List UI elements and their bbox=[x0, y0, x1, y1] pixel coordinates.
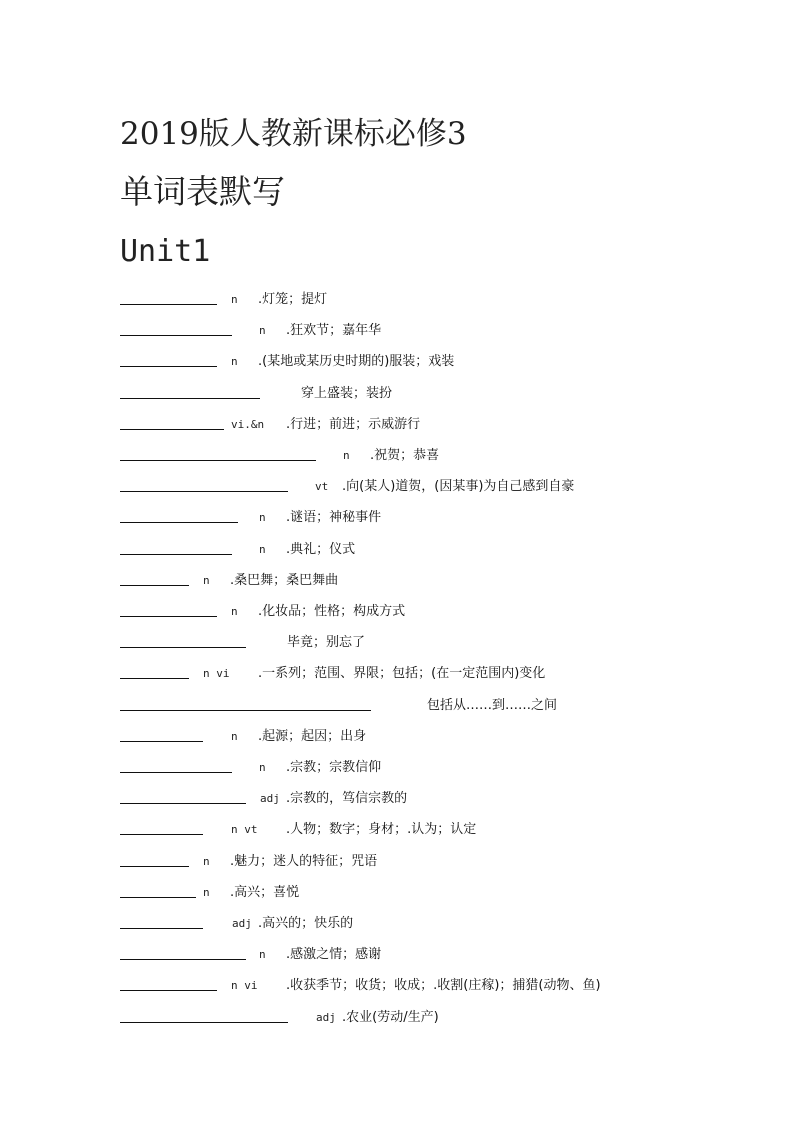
part-of-speech: vt bbox=[315, 480, 329, 493]
part-of-speech: n vi bbox=[203, 667, 230, 680]
document-title: 2019版人教新课标必修3 bbox=[120, 116, 467, 152]
word-meaning: .人物；数字；身材；.认为；认定 bbox=[286, 822, 477, 837]
word-meaning: .一系列；范围、界限；包括；(在一定范围内)变化 bbox=[258, 666, 546, 681]
part-of-speech: n bbox=[259, 543, 266, 556]
word-meaning: .典礼；仪式 bbox=[286, 542, 356, 557]
part-of-speech: n bbox=[259, 511, 266, 524]
word-meaning: .农业(劳动/生产) bbox=[342, 1010, 439, 1025]
part-of-speech: adj bbox=[260, 792, 280, 805]
answer-blank[interactable] bbox=[120, 429, 224, 430]
answer-blank[interactable] bbox=[120, 928, 203, 929]
answer-blank[interactable] bbox=[120, 678, 189, 679]
part-of-speech: n bbox=[203, 574, 210, 587]
answer-blank[interactable] bbox=[120, 647, 246, 648]
word-meaning: .祝贺；恭喜 bbox=[370, 448, 440, 463]
word-meaning: .感激之情；感谢 bbox=[286, 947, 382, 962]
part-of-speech: n bbox=[203, 855, 210, 868]
part-of-speech: n vi bbox=[231, 979, 258, 992]
word-meaning: .桑巴舞；桑巴舞曲 bbox=[230, 573, 339, 588]
answer-blank[interactable] bbox=[120, 585, 189, 586]
answer-blank[interactable] bbox=[120, 897, 196, 898]
answer-blank[interactable] bbox=[120, 710, 371, 711]
word-meaning: .高兴；喜悦 bbox=[230, 885, 300, 900]
part-of-speech: n vt bbox=[231, 823, 258, 836]
answer-blank[interactable] bbox=[120, 335, 232, 336]
answer-blank[interactable] bbox=[120, 834, 203, 835]
part-of-speech: n bbox=[259, 761, 266, 774]
answer-blank[interactable] bbox=[120, 554, 232, 555]
part-of-speech: vi.&n bbox=[231, 418, 265, 431]
answer-blank[interactable] bbox=[120, 803, 246, 804]
word-meaning: .向(某人)道贺，(因某事)为自己感到自豪 bbox=[342, 479, 575, 494]
part-of-speech: n bbox=[203, 886, 210, 899]
answer-blank[interactable] bbox=[120, 304, 217, 305]
word-meaning: .宗教的，笃信宗教的 bbox=[286, 791, 408, 806]
word-meaning: .宗教；宗教信仰 bbox=[286, 760, 382, 775]
word-meaning: 包括从……到……之间 bbox=[427, 698, 558, 713]
part-of-speech: n bbox=[231, 293, 238, 306]
answer-blank[interactable] bbox=[120, 398, 260, 399]
unit-heading: Unit1 bbox=[120, 234, 211, 269]
answer-blank[interactable] bbox=[120, 460, 316, 461]
part-of-speech: n bbox=[231, 605, 238, 618]
answer-blank[interactable] bbox=[120, 959, 246, 960]
answer-blank[interactable] bbox=[120, 772, 232, 773]
part-of-speech: adj bbox=[316, 1011, 336, 1024]
part-of-speech: adj bbox=[232, 917, 252, 930]
part-of-speech: n bbox=[231, 355, 238, 368]
document-subtitle: 单词表默写 bbox=[120, 172, 285, 211]
word-meaning: .化妆品；性格；构成方式 bbox=[258, 604, 406, 619]
answer-blank[interactable] bbox=[120, 741, 203, 742]
answer-blank[interactable] bbox=[120, 866, 189, 867]
part-of-speech: n bbox=[343, 449, 350, 462]
part-of-speech: n bbox=[259, 324, 266, 337]
word-meaning: .收获季节；收货；收成；.收割(庄稼)；捕猎(动物、鱼) bbox=[286, 978, 601, 993]
word-meaning: .高兴的；快乐的 bbox=[258, 916, 354, 931]
word-meaning: .灯笼；提灯 bbox=[258, 292, 328, 307]
word-meaning: .行进；前进；示威游行 bbox=[286, 417, 421, 432]
part-of-speech: n bbox=[259, 948, 266, 961]
part-of-speech: n bbox=[231, 730, 238, 743]
word-meaning: .起源；起因；出身 bbox=[258, 729, 367, 744]
word-meaning: 毕竟；别忘了 bbox=[287, 635, 366, 650]
answer-blank[interactable] bbox=[120, 366, 217, 367]
word-meaning: .(某地或某历史时期的)服装；戏装 bbox=[258, 354, 455, 369]
answer-blank[interactable] bbox=[120, 522, 238, 523]
answer-blank[interactable] bbox=[120, 491, 288, 492]
word-meaning: .狂欢节；嘉年华 bbox=[286, 323, 382, 338]
word-meaning: 穿上盛装；装扮 bbox=[301, 386, 393, 401]
answer-blank[interactable] bbox=[120, 616, 217, 617]
word-meaning: .魅力；迷人的特征；咒语 bbox=[230, 854, 378, 869]
word-meaning: .谜语；神秘事件 bbox=[286, 510, 382, 525]
answer-blank[interactable] bbox=[120, 1022, 288, 1023]
answer-blank[interactable] bbox=[120, 990, 217, 991]
